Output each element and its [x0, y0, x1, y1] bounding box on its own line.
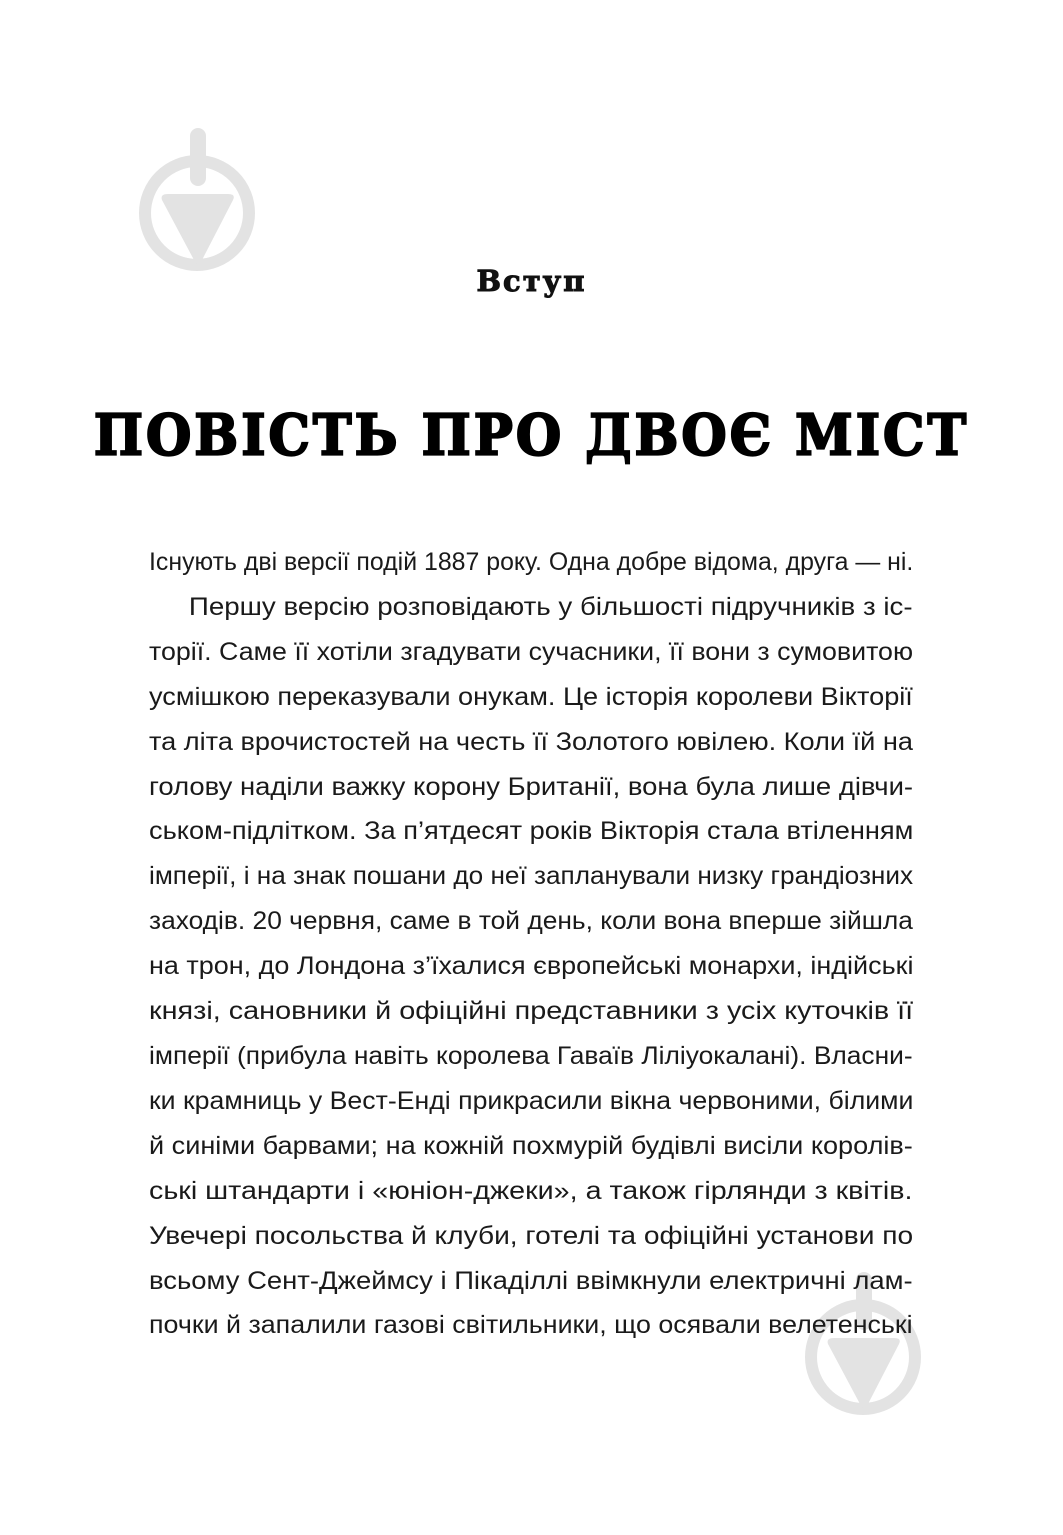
paragraph-1 — [149, 540, 913, 585]
text-line: торії. Саме її хотіли згадувати сучасники, її вони з сумовитою — [149, 637, 914, 666]
body-text — [149, 540, 913, 1348]
paragraph-2 — [149, 585, 913, 1348]
text-line: Першу версію розповідають у більшості підручників з іс- — [188, 592, 913, 621]
text-line: й синіми барвами; на кожній похмурій будівлі висіли королів- — [149, 1131, 913, 1160]
text-line: ські штандарти і «юніон-джеки», а також гірлянди з квітів. — [149, 1176, 913, 1205]
chapter-title: ПОВІСТЬ ПРО ДВОЄ МІСТ — [93, 402, 970, 469]
text-line: князі, сановники й офіційні представники з усіх куточків її — [149, 997, 914, 1026]
text-line: на трон, до Лондона з’їхалися європейські монархи, індійські — [149, 952, 914, 981]
chapter-label: Вступ — [476, 264, 587, 298]
text-line: ськом-підлітком. За п’ятдесят років Вікторія стала втіленням — [149, 817, 914, 846]
text-line: голову наділи важку корону Британії, вона була лише дівчи- — [149, 772, 914, 801]
watermark-trowel-icon-top — [132, 128, 262, 278]
text-line: імперії, і на знак пошани до неї запланували низку грандіозних — [149, 862, 914, 891]
text-line: Увечері посольства й клуби, готелі та офіційні установи по — [149, 1221, 914, 1250]
text-line: та літа врочистостей на честь її Золотого ювілею. Коли їй на — [149, 727, 913, 756]
text-line: заходів. 20 червня, саме в той день, коли вона вперше зійшла — [149, 907, 913, 936]
text-line: почки й запалили газові світильники, що осявали велетенські — [149, 1311, 913, 1340]
text-line: імперії (прибула навіть королева Гаваїв Ліліуокалані). Власни- — [149, 1041, 913, 1070]
text-line: ки крамниць у Вест-Енді прикрасили вікна червоними, білими — [149, 1086, 914, 1115]
text-line: усмішкою переказували онукам. Це історія королеви Вікторії — [149, 682, 913, 711]
text-line: Існують дві версії подій 1887 року. Одна добре відома, друга — ні. — [149, 548, 914, 576]
text-line: всьому Сент-Джеймсу і Пікаділлі ввімкнули електричні лам- — [149, 1266, 913, 1295]
